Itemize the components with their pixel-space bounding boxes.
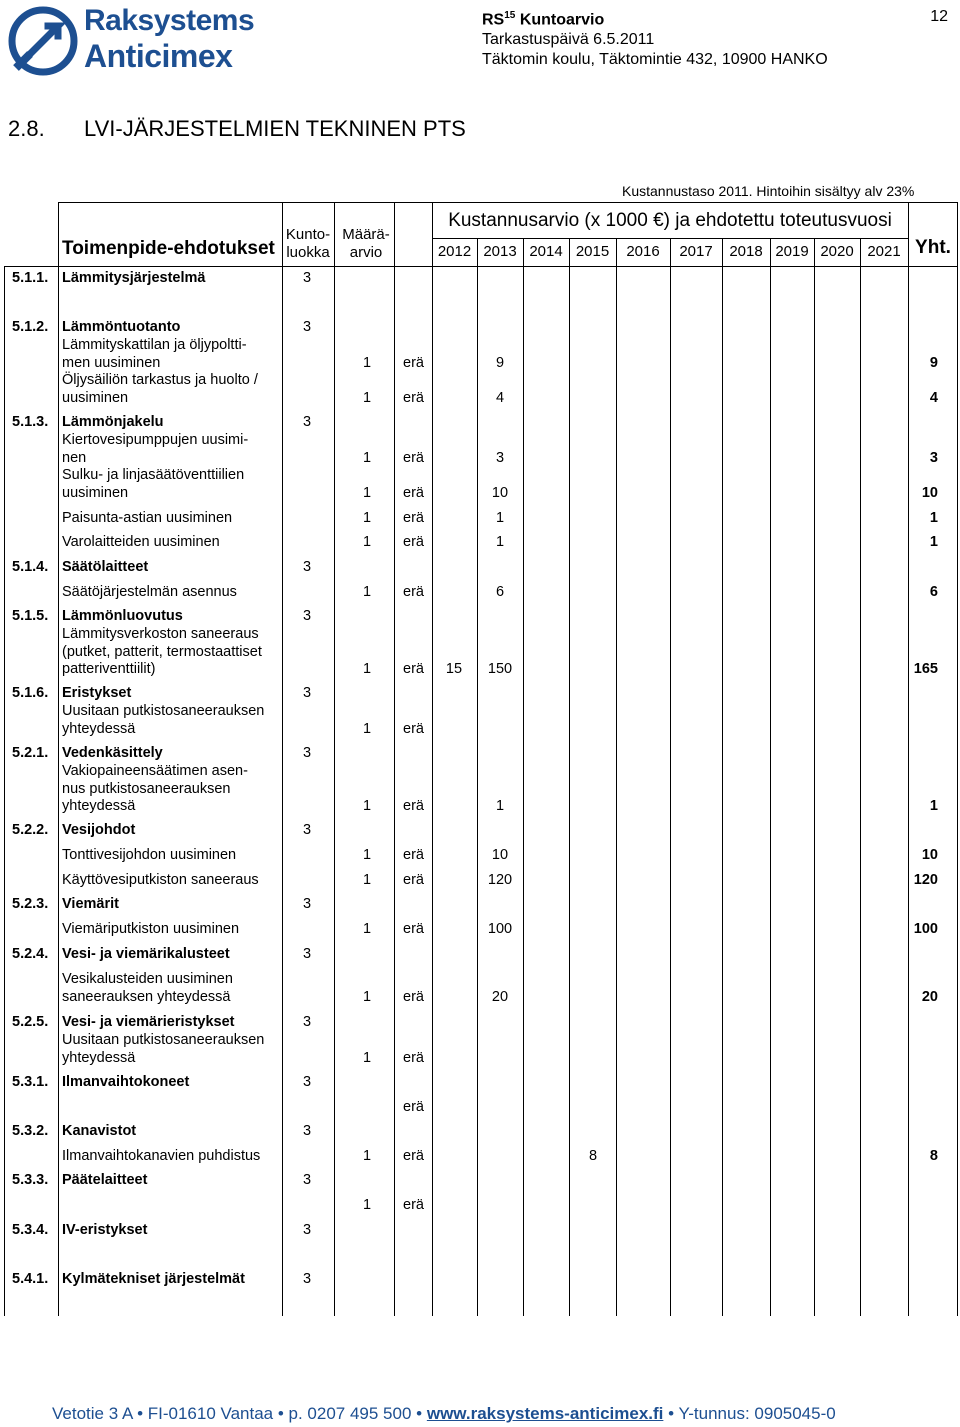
quantity: 1 <box>362 661 372 677</box>
header-year: 2021 <box>867 243 901 260</box>
group-title: Vedenkäsittely <box>62 745 163 761</box>
quantity: 1 <box>362 720 372 737</box>
row-code: 5.2.2. <box>12 822 49 838</box>
header-year: 2017 <box>679 243 713 260</box>
year-value: 15 <box>445 661 463 677</box>
footer-website-link[interactable]: www.raksystems-anticimex.fi <box>426 1404 664 1423</box>
row-code: 5.1.2. <box>12 319 49 335</box>
table-col-line <box>722 238 723 1316</box>
year-value: 9 <box>495 354 505 371</box>
header-toimenpide: Toimenpide-ehdotukset <box>62 238 275 259</box>
quantity: 1 <box>362 1197 372 1213</box>
unit: erä <box>403 1148 424 1164</box>
item-name: Lämmitysverkoston saneeraus <box>62 626 259 642</box>
year-value: 20 <box>491 988 509 1005</box>
row-total: 120 <box>913 872 938 888</box>
unit: erä <box>403 510 424 526</box>
condition-class: 3 <box>302 559 312 575</box>
row-code: 5.2.4. <box>12 946 49 962</box>
header-total: Yht. <box>915 237 951 258</box>
item-name: Lämmityskattilan ja öljypoltti- <box>62 337 247 353</box>
header-year: 2018 <box>729 243 763 260</box>
item-name: saneerauksen yhteydessä <box>62 988 231 1005</box>
condition-class: 3 <box>302 1222 312 1238</box>
unit: erä <box>403 988 424 1005</box>
row-total: 6 <box>929 584 938 600</box>
quantity: 1 <box>362 534 372 550</box>
table-col-line <box>334 202 335 1316</box>
row-code: 5.3.2. <box>12 1123 49 1139</box>
inspection-date: Tarkastuspäivä 6.5.2011 <box>482 31 655 49</box>
unit: erä <box>403 449 424 466</box>
table-col-line <box>860 238 861 1316</box>
unit: erä <box>403 798 424 814</box>
unit: erä <box>403 1099 424 1115</box>
group-title: Vesi- ja viemärikalusteet <box>62 946 230 962</box>
quantity: 1 <box>362 1049 372 1066</box>
unit: erä <box>403 389 424 406</box>
unit: erä <box>403 484 424 501</box>
table-col-line <box>770 238 771 1316</box>
item-name: uusiminen <box>62 389 129 406</box>
row-code: 5.1.5. <box>12 608 49 624</box>
quantity: 1 <box>362 449 372 466</box>
year-value: 1 <box>495 798 505 814</box>
row-total: 1 <box>929 510 938 526</box>
section-title <box>8 116 466 142</box>
header-year: 2014 <box>529 243 563 260</box>
page-footer <box>52 1404 836 1424</box>
condition-class: 3 <box>302 1014 312 1030</box>
report-title: RS$^{15}$ Kuntoarvio <box>482 10 605 29</box>
quantity: 1 <box>362 798 372 814</box>
group-title: Lämmönluovutus <box>62 608 183 624</box>
quantity: 1 <box>362 584 372 600</box>
table-col-line <box>394 202 395 1316</box>
table-col-line <box>814 238 815 1316</box>
header-year: 2016 <box>626 243 660 260</box>
item-name: Kiertovesipumppujen uusimi- <box>62 432 249 448</box>
quantity: 1 <box>362 484 372 501</box>
unit: erä <box>403 720 424 737</box>
group-title: Vesijohdot <box>62 822 136 838</box>
header-kustannusarvio: Kustannusarvio (x 1000 €) ja ehdotettu toteutusvuosi <box>448 210 892 231</box>
report-header <box>482 6 828 70</box>
header-year: 2013 <box>483 243 517 260</box>
section-number: 2.8. <box>8 116 45 141</box>
header-kuntoluokka: Kunto- luokka <box>285 226 331 261</box>
item-name: nus putkistosaneerauksen <box>62 780 231 797</box>
item-name: nen <box>62 449 87 466</box>
row-total: 20 <box>921 988 938 1005</box>
item-name: uusiminen <box>62 484 129 501</box>
table-col-line <box>670 238 671 1316</box>
quantity: 1 <box>362 921 372 937</box>
logo-text-raksystems: Raksystems <box>84 4 255 37</box>
table-col-line <box>282 202 283 1316</box>
row-code: 5.1.6. <box>12 685 49 701</box>
unit: erä <box>403 661 424 677</box>
group-title: Lämmöntuotanto <box>62 319 181 335</box>
item-name: men uusiminen <box>62 354 161 371</box>
group-title: Säätölaitteet <box>62 559 149 575</box>
quantity: 1 <box>362 354 372 371</box>
condition-class: 3 <box>302 1172 312 1188</box>
condition-class: 3 <box>302 608 312 624</box>
group-title: Viemärit <box>62 896 119 912</box>
header-year: 2012 <box>437 243 472 260</box>
row-code: 5.1.1. <box>12 270 49 286</box>
table-col-line <box>58 202 59 1316</box>
unit: erä <box>403 1049 424 1066</box>
year-value: 100 <box>487 921 513 937</box>
unit: erä <box>403 847 424 863</box>
company-logo <box>8 4 298 76</box>
year-value: 10 <box>491 847 509 863</box>
quantity: 1 <box>362 389 372 406</box>
group-title: Päätelaitteet <box>62 1172 148 1188</box>
row-code: 5.4.1. <box>12 1271 49 1287</box>
condition-class: 3 <box>302 414 312 430</box>
condition-class: 3 <box>302 1123 312 1139</box>
condition-class: 3 <box>302 319 312 335</box>
header-year: 2019 <box>775 243 809 260</box>
item-name: Uusitaan putkistosaneerauksen <box>62 703 265 719</box>
item-name: Varolaitteiden uusiminen <box>62 534 220 550</box>
item-name: yhteydessä <box>62 1049 136 1066</box>
table-col-line <box>432 202 433 1316</box>
footer-business-id: • Y-tunnus: 0905045-0 <box>668 1404 836 1423</box>
year-value: 8 <box>588 1148 598 1164</box>
year-value: 1 <box>495 510 505 526</box>
group-title: IV-eristykset <box>62 1222 148 1238</box>
condition-class: 3 <box>302 1271 312 1287</box>
item-name: Viemäriputkiston uusiminen <box>62 921 240 937</box>
row-total: 1 <box>929 534 938 550</box>
row-total: 10 <box>921 847 938 863</box>
quantity: 1 <box>362 510 372 526</box>
table-col-line <box>616 238 617 1316</box>
unit: erä <box>403 921 424 937</box>
row-total: 100 <box>913 921 938 937</box>
table-col-line <box>523 238 524 1316</box>
unit: erä <box>403 534 424 550</box>
row-total: 9 <box>929 354 938 371</box>
item-name: yhteydessä <box>62 720 136 737</box>
row-code: 5.3.1. <box>12 1074 49 1090</box>
condition-class: 3 <box>302 946 312 962</box>
group-title: Lämmitysjärjestelmä <box>62 270 206 286</box>
header-year: 2020 <box>820 243 854 260</box>
quantity: 1 <box>362 872 372 888</box>
row-total: 3 <box>929 449 938 466</box>
header-year: 2015 <box>575 243 610 260</box>
row-code: 5.2.1. <box>12 745 49 761</box>
group-title: Eristykset <box>62 685 132 701</box>
row-code: 5.3.4. <box>12 1222 49 1238</box>
unit: erä <box>403 1197 424 1213</box>
unit: erä <box>403 584 424 600</box>
table-top-line <box>58 202 957 203</box>
row-code: 5.1.4. <box>12 559 49 575</box>
year-value: 120 <box>487 872 513 888</box>
row-code: 5.3.3. <box>12 1172 49 1188</box>
item-name: Paisunta-astian uusiminen <box>62 510 233 526</box>
group-title: Vesi- ja viemärieristykset <box>62 1014 235 1030</box>
row-total: 10 <box>921 484 938 501</box>
item-name: Uusitaan putkistosaneerauksen <box>62 1032 265 1048</box>
item-name: Öljysäiliön tarkastus ja huolto / <box>62 372 258 388</box>
unit: erä <box>403 354 424 371</box>
row-total: 4 <box>929 389 938 406</box>
site-address: Täktomin koulu, Täktomintie 432, 10900 HANKO <box>482 51 828 69</box>
logo-compass-icon <box>8 6 78 76</box>
year-value: 10 <box>491 484 509 501</box>
year-value: 4 <box>495 389 505 406</box>
quantity: 1 <box>362 847 372 863</box>
item-name: Ilmanvaihtokanavien puhdistus <box>62 1148 261 1164</box>
row-total: 165 <box>913 661 938 677</box>
header-maaraarvio: Määrä- arvio <box>342 226 390 261</box>
item-name: Säätöjärjestelmän asennus <box>62 584 237 600</box>
item-name: Tonttivesijohdon uusiminen <box>62 847 237 863</box>
condition-class: 3 <box>302 822 312 838</box>
quantity: 1 <box>362 988 372 1005</box>
item-name: Käyttövesiputkiston saneeraus <box>62 872 259 888</box>
condition-class: 3 <box>302 1074 312 1090</box>
year-value: 1 <box>495 534 505 550</box>
cost-level-note: Kustannustaso 2011. Hintoihin sisältyy alv 23% <box>622 183 915 199</box>
quantity: 1 <box>362 1148 372 1164</box>
row-total: 8 <box>929 1148 938 1164</box>
condition-class: 3 <box>302 896 312 912</box>
group-title: Lämmönjakelu <box>62 414 164 430</box>
group-title: Kanavistot <box>62 1123 137 1139</box>
item-name: Vakiopaineensäätimen asen- <box>62 763 248 779</box>
item-name: Sulku- ja linjasäätöventtiilien <box>62 467 245 483</box>
item-name: Vesikalusteiden uusiminen <box>62 971 233 987</box>
item-name: (putket, patterit, termostaattiset <box>62 643 262 660</box>
footer-address: Vetotie 3 A • FI-01610 Vantaa • p. 0207 495 500 • <box>52 1404 423 1423</box>
row-code: 5.1.3. <box>12 414 49 430</box>
group-title: Kylmätekniset järjestelmät <box>62 1271 245 1287</box>
year-value: 6 <box>495 584 505 600</box>
table-right-line <box>957 202 958 1316</box>
condition-class: 3 <box>302 685 312 701</box>
condition-class: 3 <box>302 745 312 761</box>
item-name: patteriventtiilit) <box>62 661 156 677</box>
item-name: yhteydessä <box>62 798 136 814</box>
table-left-line <box>4 266 5 1316</box>
unit: erä <box>403 872 424 888</box>
group-title: Ilmanvaihtokoneet <box>62 1074 190 1090</box>
row-code: 5.2.5. <box>12 1014 49 1030</box>
condition-class: 3 <box>302 270 312 286</box>
year-value: 150 <box>487 661 513 677</box>
row-total: 1 <box>929 798 938 814</box>
logo-text-anticimex: Anticimex <box>84 38 233 74</box>
year-value: 3 <box>495 449 505 466</box>
table-col-line <box>908 202 909 1316</box>
page-number: 12 <box>930 8 948 25</box>
row-code: 5.2.3. <box>12 896 49 912</box>
section-name: LVI-JÄRJESTELMIEN TEKNINEN PTS <box>84 116 466 141</box>
